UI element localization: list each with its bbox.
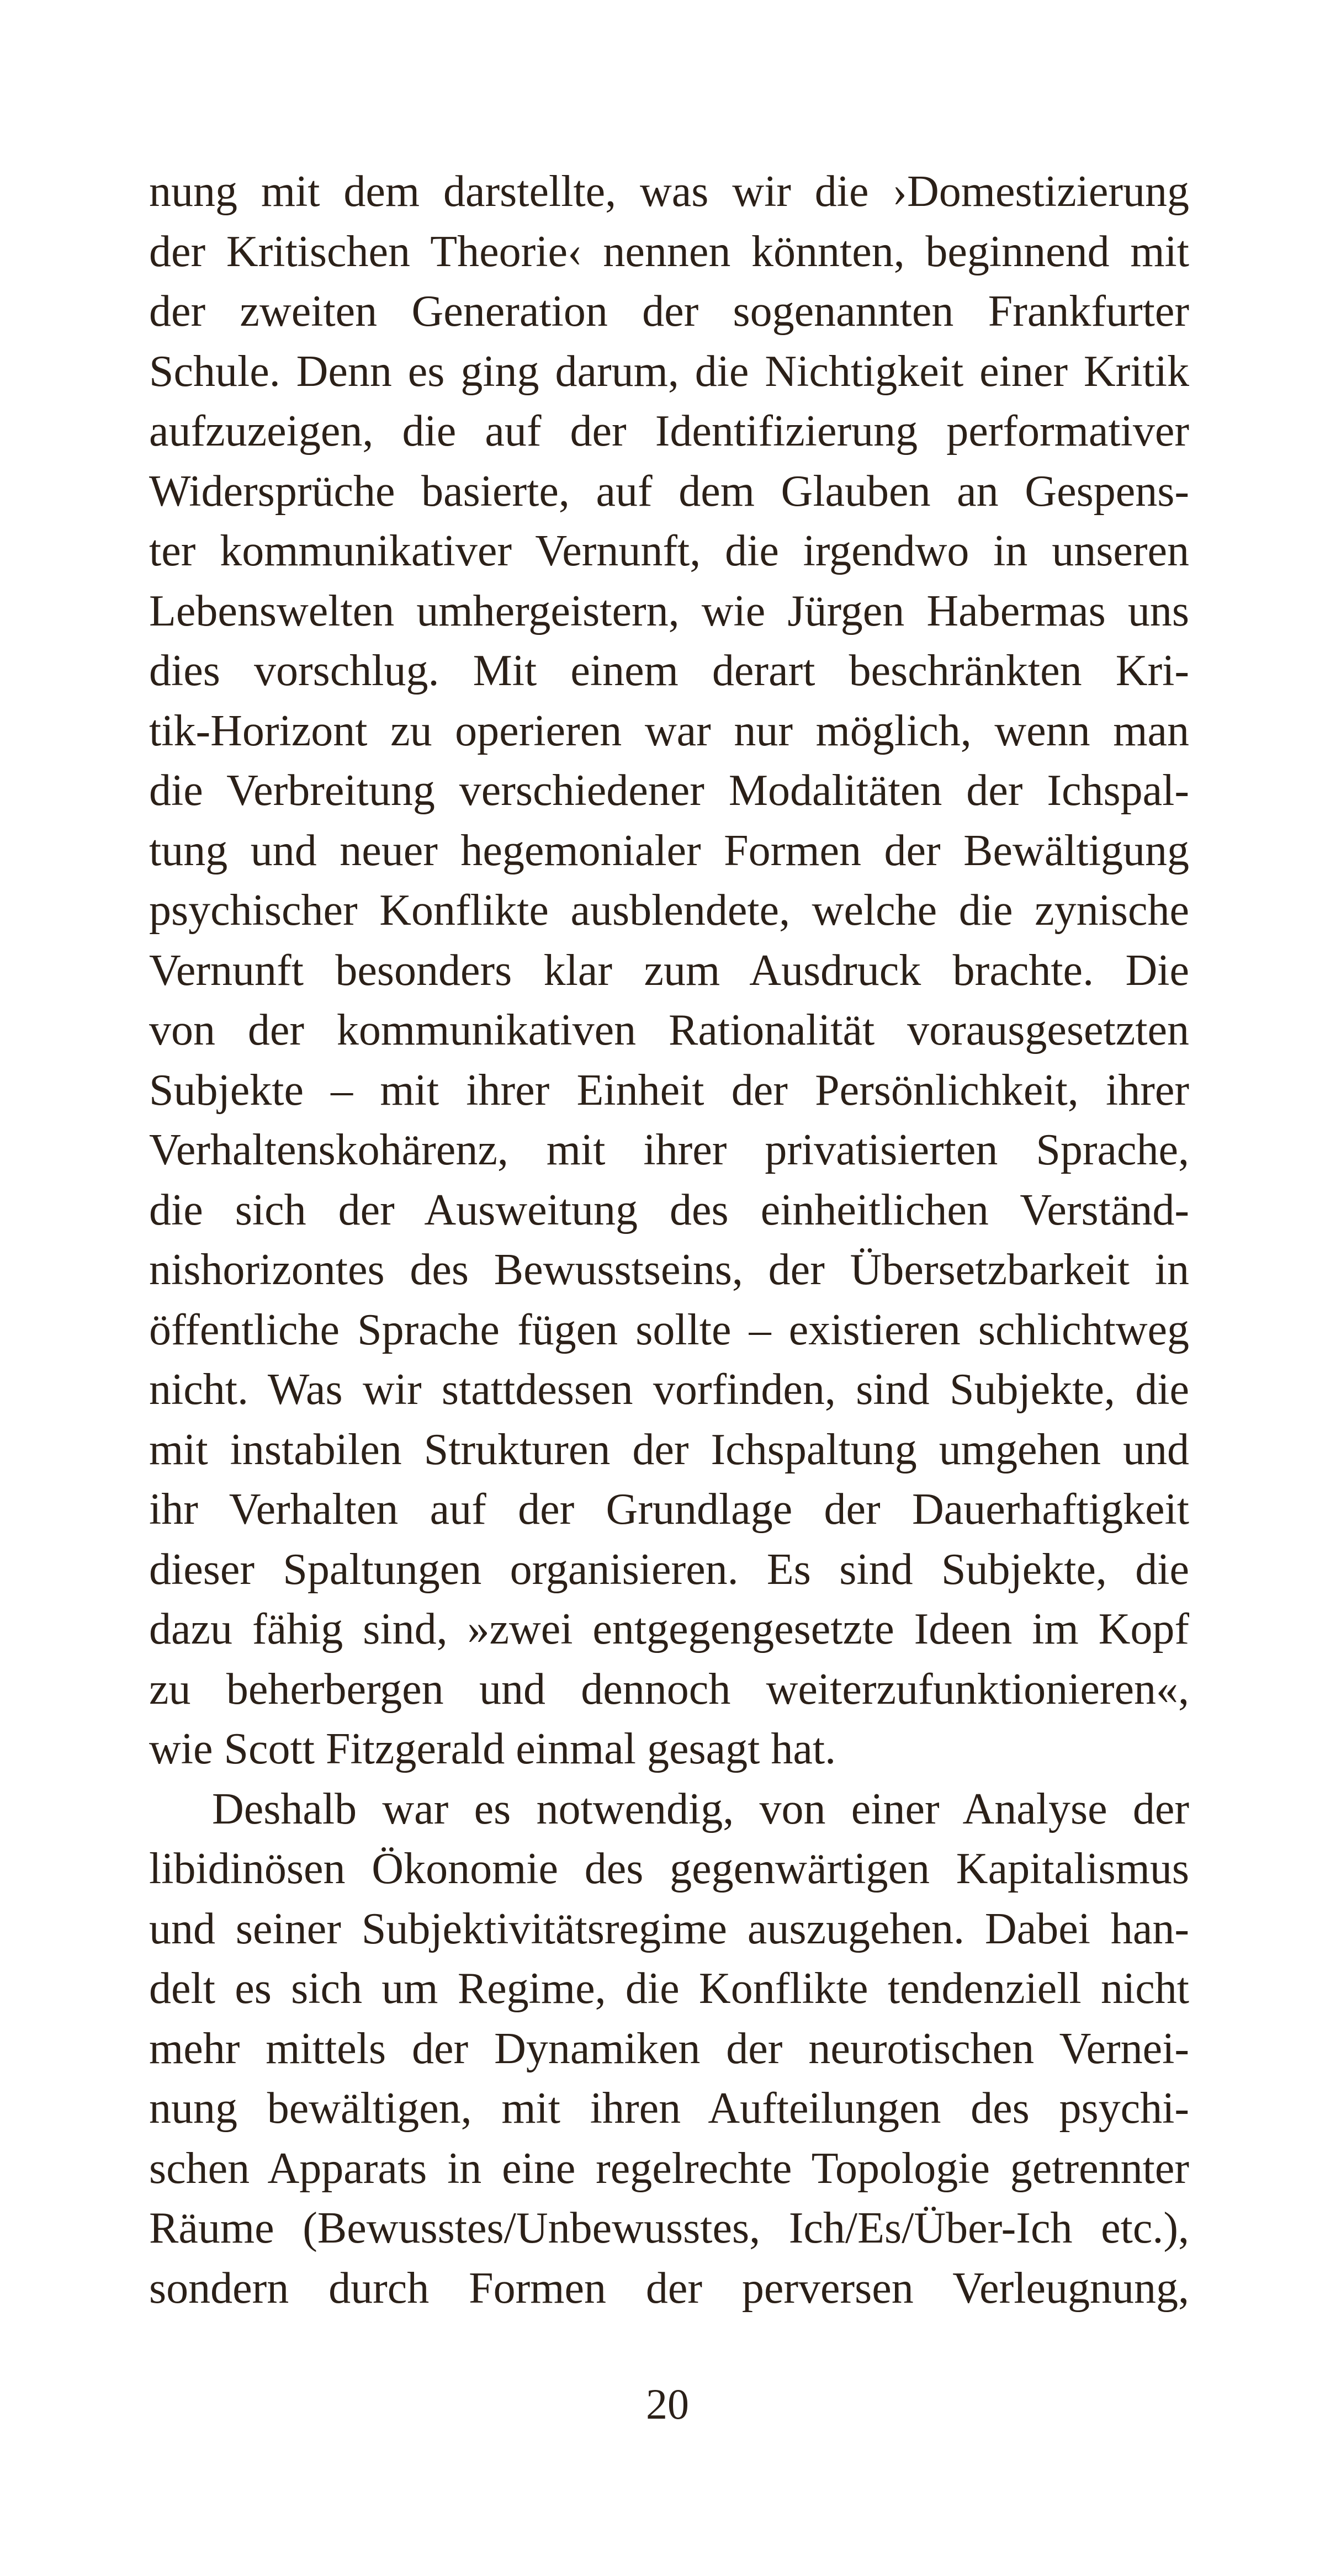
text-line: dazu fähig sind, »zwei entgegengesetzte Ideen im Kopf <box>149 1605 1189 1653</box>
text-line: ter kommunikativer Vernunft, die irgendwo in unseren <box>149 527 1189 575</box>
text-line: wie Scott Fitzgerald einmal gesagt hat. <box>149 1725 836 1773</box>
body-text <box>149 162 1189 2318</box>
text-line: Vernunft besonders klar zum Ausdruck brachte. Die <box>149 946 1189 995</box>
paragraph <box>149 1779 1189 2319</box>
text-line: Widersprüche basierte, auf dem Glauben an Gespens- <box>149 467 1189 516</box>
text-line: die Verbreitung verschiedener Modalitäten der Ichspal- <box>149 766 1189 815</box>
text-line: sondern durch Formen der perversen Verleugnung, <box>149 2264 1189 2313</box>
text-line: Räume (Bewusstes/Unbewusstes, Ich/Es/Über-Ich etc.), <box>149 2204 1189 2252</box>
text-line: nicht. Was wir stattdessen vorfinden, sind Subjekte, die <box>149 1365 1189 1414</box>
text-line: die sich der Ausweitung des einheitlichen Verständ- <box>149 1185 1189 1234</box>
text-line: nung mit dem darstellte, was wir die ›Domestizierung <box>149 167 1189 216</box>
text-line: libidinösen Ökonomie des gegenwärtigen Kapitalismus <box>149 1844 1189 1893</box>
text-line: psychischer Konflikte ausblendete, welche die zynische <box>149 886 1189 935</box>
text-line: der Kritischen Theorie‹ nennen könnten, beginnend mit <box>149 227 1189 276</box>
text-line: Subjekte – mit ihrer Einheit der Persönlichkeit, ihrer <box>149 1066 1189 1115</box>
text-line: zu beherbergen und dennoch weiterzufunktionieren«, <box>149 1665 1189 1714</box>
text-line: delt es sich um Regime, die Konflikte tendenziell nicht <box>149 1964 1189 2013</box>
text-line: nung bewältigen, mit ihren Aufteilungen des psychi- <box>149 2084 1189 2133</box>
text-line: der zweiten Generation der sogenannten Frankfurter <box>149 287 1189 336</box>
text-line: dies vorschlug. Mit einem derart beschränkten Kri- <box>149 646 1189 695</box>
text-line: Verhaltenskohärenz, mit ihrer privatisierten Sprache, <box>149 1126 1189 1174</box>
text-line: Lebenswelten umhergeistern, wie Jürgen Habermas uns <box>149 586 1189 635</box>
text-line: Deshalb war es notwendig, von einer Analyse der <box>212 1784 1189 1833</box>
page-number: 20 <box>646 2380 689 2428</box>
text-line: tung und neuer hegemonialer Formen der Bewältigung <box>149 826 1189 875</box>
text-line: tik-Horizont zu operieren war nur möglich, wenn man <box>149 706 1189 755</box>
text-line: und seiner Subjektivitätsregime auszugehen. Dabei han- <box>149 1904 1189 1953</box>
text-line: nishorizontes des Bewusstseins, der Übersetzbarkeit in <box>149 1245 1189 1294</box>
text-line: mehr mittels der Dynamiken der neurotischen Vernei- <box>149 2024 1189 2073</box>
text-line: aufzuzeigen, die auf der Identifizierung performativer <box>149 407 1189 455</box>
text-line: mit instabilen Strukturen der Ichspaltung umgehen und <box>149 1425 1189 1474</box>
text-line: schen Apparats in eine regelrechte Topologie getrennter <box>149 2144 1189 2193</box>
paragraph <box>149 162 1189 1779</box>
text-line: öffentliche Sprache fügen sollte – existieren schlichtweg <box>149 1305 1189 1354</box>
text-line: von der kommunikativen Rationalität vorausgesetzten <box>149 1006 1189 1054</box>
text-line: ihr Verhalten auf der Grundlage der Dauerhaftigkeit <box>149 1485 1189 1534</box>
text-line: Schule. Denn es ging darum, die Nichtigkeit einer Kritik <box>149 347 1189 396</box>
text-line: dieser Spaltungen organisieren. Es sind Subjekte, die <box>149 1545 1189 1594</box>
